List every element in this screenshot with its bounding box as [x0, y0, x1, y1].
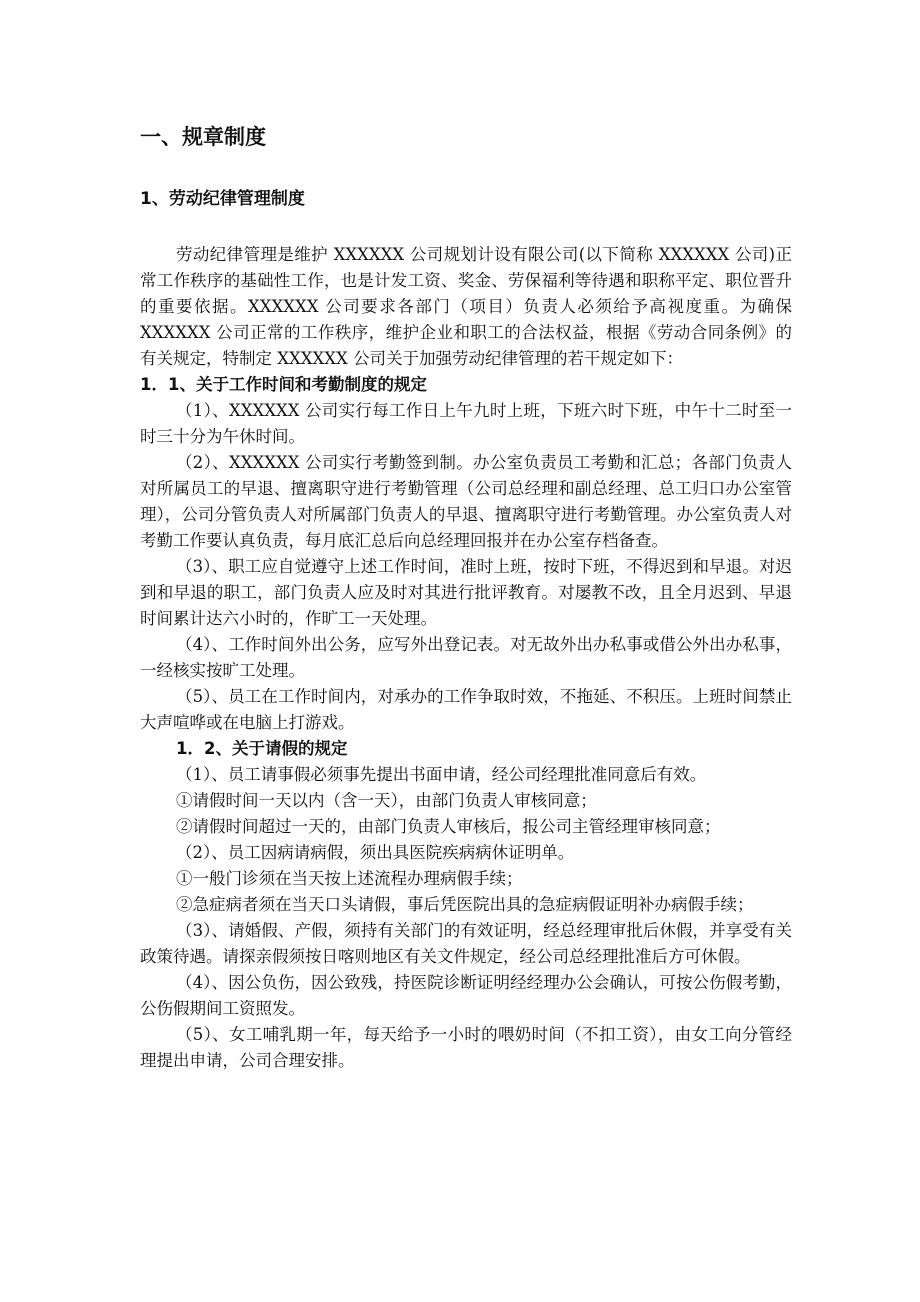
paragraph: （3）、职工应自觉遵守上述工作时间，准时上班，按时下班，不得迟到和早退。对迟到和早退的职工，部门负责人应及时对其进行批评教育。对屡教不改，且全月迟到、早退时间累计达六小时的，作旷工一天处理。	[140, 557, 792, 628]
paragraph: ①一般门诊须在当天按上述流程办理病假手续；	[176, 869, 523, 888]
paragraph: （1）、员工请事假必须事先提出书面申请，经公司经理批准同意后有效。	[176, 765, 707, 784]
paragraph: （5）、员工在工作时间内，对承办的工作争取时效，不拖延、不积压。上班时间禁止大声喧哗或在电脑上打游戏。	[140, 687, 792, 732]
paragraph: （4）、工作时间外出公务，应写外出登记表。对无故外出办私事或借公外出办私事，一经核实按旷工处理。	[140, 635, 792, 680]
subsection-title-1-1: 1．1、关于工作时间和考勤制度的规定	[140, 375, 427, 394]
paragraph: （2）、XXXXXX 公司实行考勤签到制。办公室负责员工考勤和汇总；各部门负责人对所属员工的早退、擅离职守进行考勤管理（公司总经理和副总经理、总工归口办公室管理），公司分管负责人对所属部门负责人的早退、擅离职守进行考勤管理。办公室负责人对考勤工作要认真负责，每月底汇总后向总经理回报并在办公室存档备查。	[140, 453, 792, 550]
section-title: 1、劳动纪律管理制度	[140, 189, 305, 209]
paragraph: ①请假时间一天以内（含一天），由部门负责人审核同意；	[176, 791, 597, 810]
paragraph: （1）、XXXXXX 公司实行每工作日上午九时上班，下班六时下班，中午十二时至一时三十分为午休时间。	[140, 401, 792, 446]
chapter-title: 一、规章制度	[140, 125, 266, 149]
paragraph: （5）、女工哺乳期一年，每天给予一小时的喂奶时间（不扣工资），由女工向分管经理提出申请，公司合理安排。	[140, 1025, 792, 1070]
paragraph: （3）、请婚假、产假，须持有关部门的有效证明，经总经理审批后休假，并享受有关政策待遇。请探亲假须按日喀则地区有关文件规定，经公司总经理批准后方可休假。	[140, 921, 792, 966]
paragraph: ②请假时间超过一天的，由部门负责人审核后，报公司主管经理审核同意；	[176, 817, 721, 836]
paragraph: （4）、因公负伤，因公致残，持医院诊断证明经经理办公会确认，可按公伤假考勤，公伤假期间工资照发。	[140, 973, 792, 1018]
paragraph: ②急症病者须在当天口头请假，事后凭医院出具的急症病假证明补办病假手续；	[176, 895, 754, 914]
intro-paragraph: 劳动纪律管理是维护 XXXXXX 公司规划计设有限公司(以下简称 XXXXXX 公司)正常工作秩序的基础性工作，也是计发工资、奖金、劳保福利等待遇和职称平定、职位晋升的重要依据。XXXXXX 公司要求各部门（项目）负责人必须给予高视度重。为确保 XXXXXX 公司正常的工作秩序，维护企业和职工的合法权益，根据《劳动合同条例》的有关规定，特制定 XXXXXX 公司关于加强劳动纪律管理的若干规定如下：	[140, 245, 792, 368]
subsection-title-1-2: 1．2、关于请假的规定	[176, 739, 348, 758]
paragraph: （2）、员工因病请病假，须出具医院疾病病休证明单。	[176, 843, 575, 862]
